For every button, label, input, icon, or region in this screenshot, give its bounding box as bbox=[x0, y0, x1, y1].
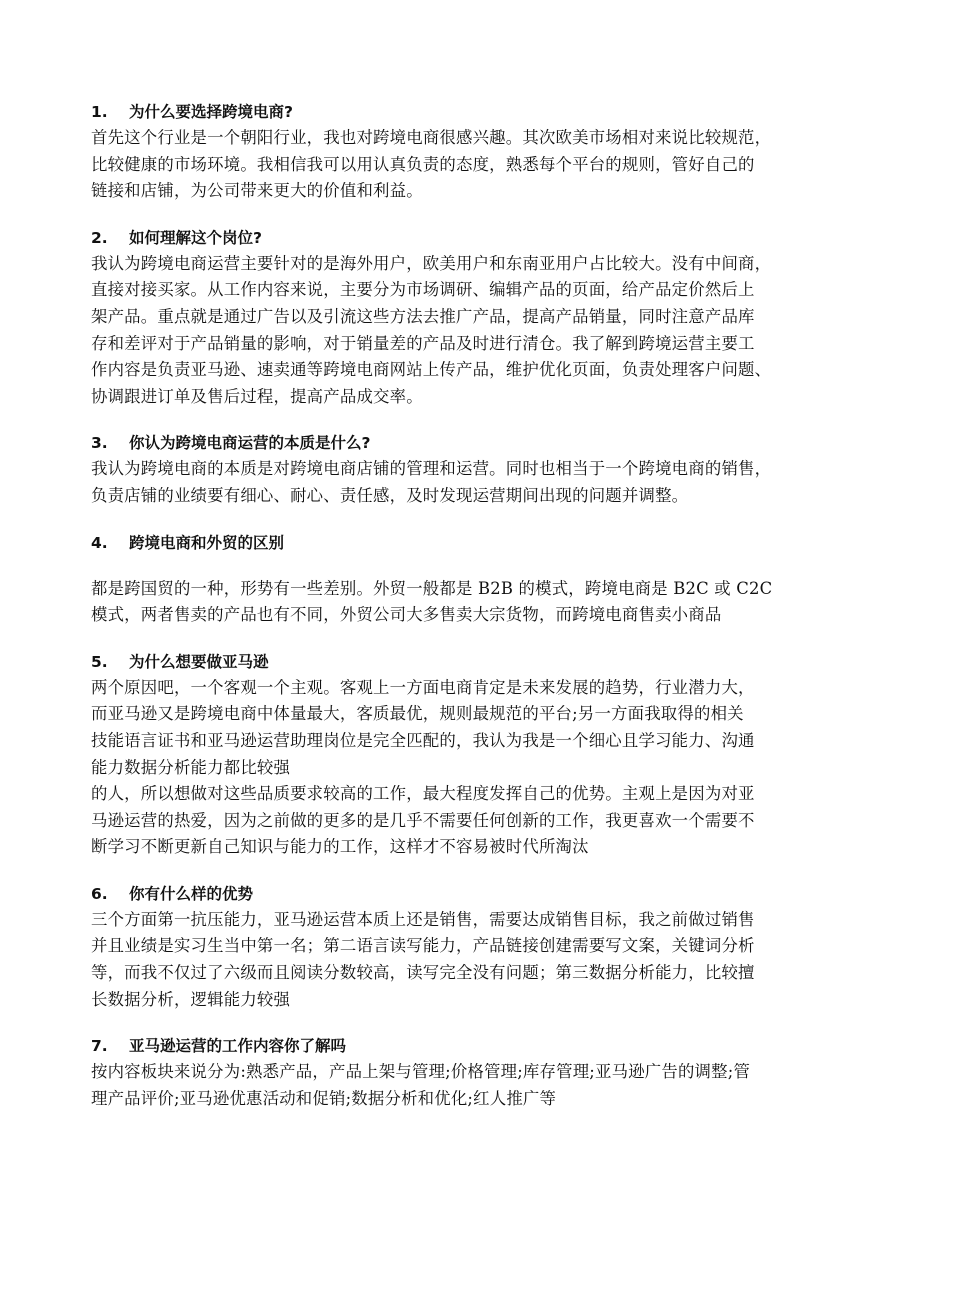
qa-section-3 bbox=[91, 430, 851, 509]
section-answer bbox=[91, 576, 851, 629]
answer-line: 理产品评价;亚马逊优惠活动和促销;数据分析和优化;红人推广等 bbox=[91, 1088, 557, 1108]
answer-line: 负责店铺的业绩要有细心、耐心、责任感，及时发现运营期间出现的问题并调整。 bbox=[91, 485, 689, 505]
answer-line: 断学习不断更新自己知识与能力的工作，这样才不容易被时代所淘汰 bbox=[91, 837, 589, 857]
answer-line: 等，而我不仅过了六级而且阅读分数较高，读写完全没有问题；第三数据分析能力，比较擅 bbox=[91, 963, 755, 983]
answer-line: 模式，两者售卖的产品也有不同，外贸公司大多售卖大宗货物，而跨境电商售卖小商品 bbox=[91, 605, 722, 625]
section-answer bbox=[91, 675, 851, 861]
qa-section-5 bbox=[91, 649, 851, 861]
section-title: 为什么想要做亚马逊 bbox=[129, 652, 269, 671]
section-heading bbox=[91, 881, 851, 907]
answer-line: 而亚马逊又是跨境电商中体量最大，客质最优，规则最规范的平台;另一方面我取得的相关 bbox=[91, 704, 744, 724]
section-number: 1. bbox=[91, 103, 108, 121]
qa-section-6 bbox=[91, 881, 851, 1013]
section-answer bbox=[91, 251, 851, 411]
answer-line: 首先这个行业是一个朝阳行业，我也对跨境电商很感兴趣。其次欧美市场相对来说比较规范， bbox=[91, 128, 772, 147]
answer-line: 技能语言证书和亚马逊运营助理岗位是完全匹配的，我认为我是一个细心且学习能力、沟通 bbox=[91, 730, 755, 750]
answer-line: 马逊运营的热爱，因为之前做的更多的是几乎不需要任何创新的工作，我更喜欢一个需要不 bbox=[91, 810, 755, 830]
blank-line bbox=[91, 556, 851, 576]
section-answer bbox=[91, 456, 851, 509]
section-number: 5. bbox=[91, 652, 108, 671]
answer-line: 两个原因吧，一个客观一个主观。客观上一方面电商肯定是未来发展的趋势，行业潜力大， bbox=[91, 677, 755, 697]
section-answer bbox=[91, 1059, 851, 1112]
section-heading bbox=[91, 649, 851, 675]
answer-line: 按内容板块来说分为:熟悉产品，产品上架与管理;价格管理;库存管理;亚马逊广告的调整;管 bbox=[91, 1062, 751, 1082]
section-title: 为什么要选择跨境电商? bbox=[129, 103, 293, 121]
section-number: 7. bbox=[91, 1037, 108, 1056]
section-title: 如何理解这个岗位? bbox=[129, 228, 262, 247]
answer-line: 比较健康的市场环境。我相信我可以用认真负责的态度，熟悉每个平台的规则，管好自己的 bbox=[91, 154, 755, 174]
answer-line: 我认为跨境电商运营主要针对的是海外用户，欧美用户和东南亚用户占比较大。没有中间商， bbox=[91, 253, 772, 273]
section-number: 2. bbox=[91, 228, 108, 247]
section-heading bbox=[91, 225, 851, 251]
section-number: 4. bbox=[91, 533, 108, 552]
document-page bbox=[91, 99, 851, 1132]
answer-line: 的人，所以想做对这些品质要求较高的工作，最大程度发挥自己的优势。主观上是因为对亚 bbox=[91, 784, 755, 804]
answer-line: 并且业绩是实习生当中第一名；第二语言读写能力，产品链接创建需要写文案，关键词分析 bbox=[91, 936, 755, 956]
answer-line: 直接对接买家。从工作内容来说，主要分为市场调研、编辑产品的页面，给产品定价然后上 bbox=[91, 280, 755, 300]
answer-line: 作内容是负责亚马逊、速卖通等跨境电商网站上传产品，维护优化页面，负责处理客户问题、 bbox=[91, 360, 772, 380]
qa-section-4 bbox=[91, 530, 851, 629]
answer-line: 协调跟进订单及售后过程，提高产品成交率。 bbox=[91, 386, 423, 406]
section-answer bbox=[91, 125, 851, 205]
qa-section-1 bbox=[91, 99, 851, 205]
section-number: 3. bbox=[91, 434, 108, 453]
answer-line: 架产品。重点就是通过广告以及引流这些方法去推广产品，提高产品销量，同时注意产品库 bbox=[91, 306, 755, 326]
section-heading bbox=[91, 430, 851, 456]
section-title: 亚马逊运营的工作内容你了解吗 bbox=[129, 1037, 347, 1056]
answer-line: 都是跨国贸的一种，形势有一些差别。外贸一般都是 B2B 的模式，跨境电商是 B2C 或 C2C bbox=[91, 578, 773, 598]
section-title: 你有什么样的优势 bbox=[129, 884, 254, 903]
answer-line: 三个方面第一抗压能力，亚马逊运营本质上还是销售，需要达成销售目标，我之前做过销售 bbox=[91, 909, 755, 929]
section-answer bbox=[91, 907, 851, 1013]
qa-section-2 bbox=[91, 225, 851, 411]
answer-line: 链接和店铺，为公司带来更大的价值和利益。 bbox=[91, 181, 423, 201]
answer-line: 存和差评对于产品销量的影响，对于销量差的产品及时进行清仓。我了解到跨境运营主要工 bbox=[91, 333, 755, 353]
section-heading bbox=[91, 530, 851, 556]
section-heading bbox=[91, 1033, 851, 1059]
answer-line: 长数据分析，逻辑能力较强 bbox=[91, 989, 291, 1009]
section-title: 你认为跨境电商运营的本质是什么? bbox=[129, 434, 371, 453]
section-title: 跨境电商和外贸的区别 bbox=[129, 533, 285, 552]
section-number: 6. bbox=[91, 884, 108, 903]
answer-line: 能力数据分析能力都比较强 bbox=[91, 757, 291, 777]
section-heading bbox=[91, 99, 851, 125]
qa-section-7 bbox=[91, 1033, 851, 1112]
answer-line: 我认为跨境电商的本质是对跨境电商店铺的管理和运营。同时也相当于一个跨境电商的销售， bbox=[91, 459, 772, 479]
